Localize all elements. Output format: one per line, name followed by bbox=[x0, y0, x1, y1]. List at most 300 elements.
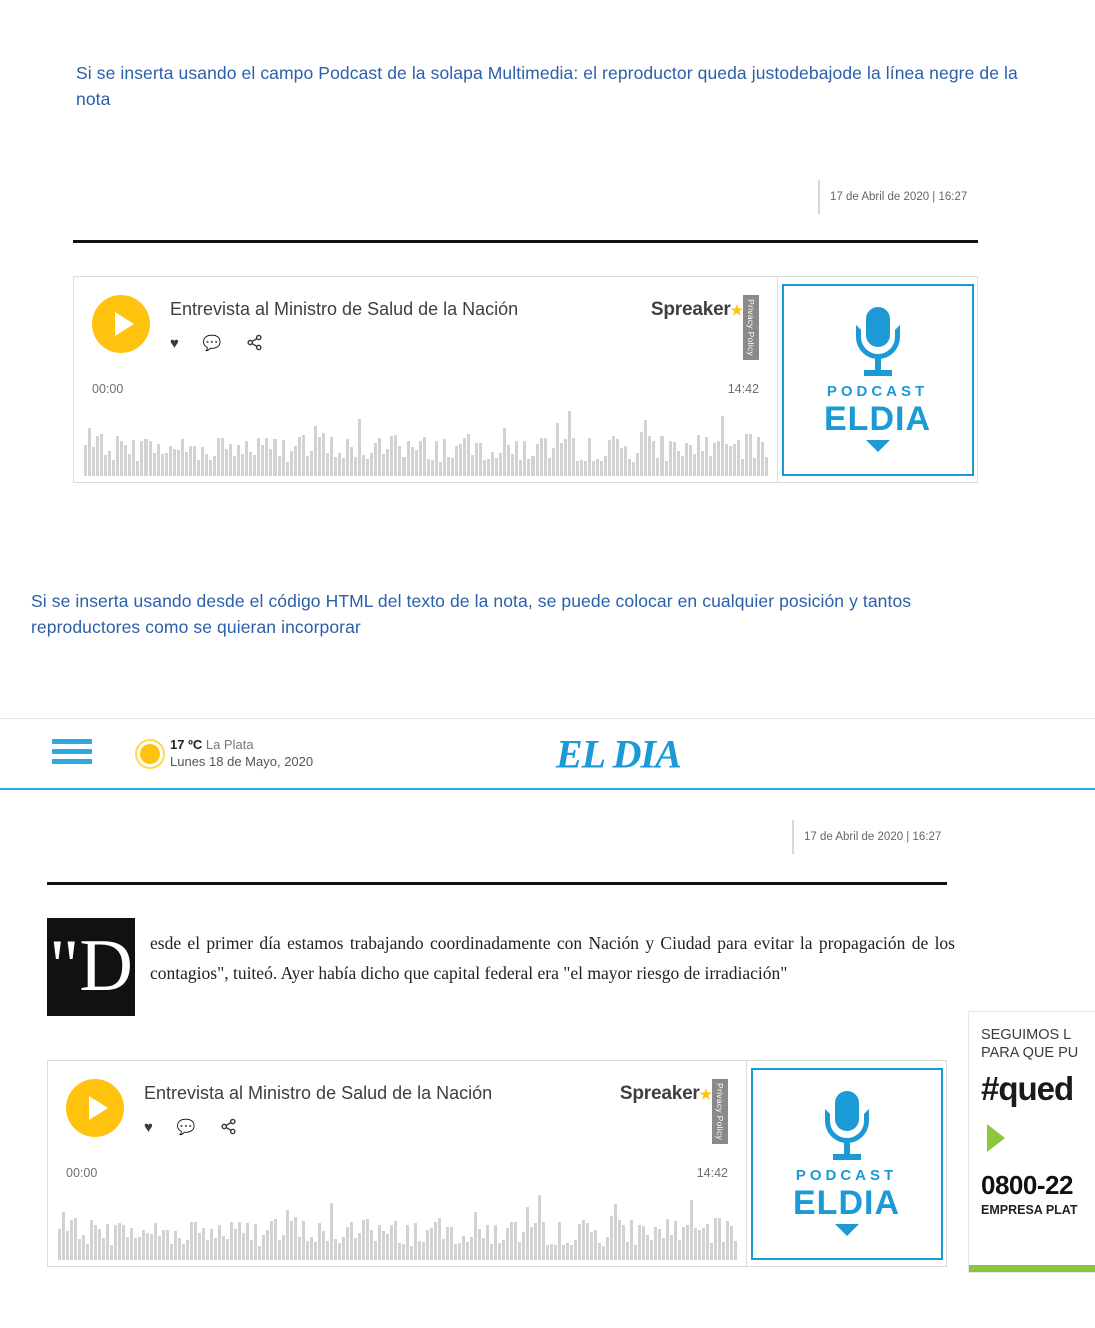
waveform-bar bbox=[112, 460, 115, 476]
player-controls-area bbox=[48, 1061, 746, 1266]
waveform-bar bbox=[238, 1222, 241, 1261]
player-controls-area bbox=[74, 277, 777, 482]
waveform-bar bbox=[634, 1245, 637, 1260]
waveform-bar bbox=[519, 460, 522, 476]
waveform-bar bbox=[110, 1245, 113, 1260]
hamburger-icon[interactable] bbox=[52, 739, 92, 769]
waveform-bar bbox=[487, 459, 490, 476]
play-icon bbox=[89, 1096, 108, 1120]
ad-line-1: SEGUIMOS L bbox=[981, 1027, 1072, 1043]
waveform-bar bbox=[245, 441, 248, 477]
waveform-bar bbox=[511, 454, 514, 476]
waveform-bar bbox=[142, 1230, 145, 1260]
article-separator-rule-bottom bbox=[47, 882, 947, 885]
waveform-bar bbox=[726, 1221, 729, 1260]
waveform-bar bbox=[178, 1238, 181, 1260]
waveform-bar bbox=[494, 1225, 497, 1260]
weather-text bbox=[170, 737, 313, 770]
waveform-bar bbox=[84, 445, 87, 476]
podcast-cover-art bbox=[777, 277, 977, 482]
waveform-bar bbox=[414, 1223, 417, 1260]
waveform-bar bbox=[686, 1225, 689, 1260]
waveform-bar bbox=[70, 1220, 73, 1260]
waveform-bar bbox=[624, 446, 627, 476]
waveform-bar bbox=[250, 1240, 253, 1260]
waveform-bar bbox=[310, 451, 313, 476]
waveform-bar bbox=[486, 1225, 489, 1260]
waveform-bar bbox=[534, 1223, 537, 1260]
waveform-bar bbox=[410, 1246, 413, 1260]
waveform-bar bbox=[588, 438, 591, 476]
waveform-bar bbox=[636, 453, 639, 476]
waveform-bar bbox=[318, 437, 321, 476]
waveform-bar bbox=[130, 1228, 133, 1260]
waveform-bar bbox=[322, 433, 325, 476]
cover-word-eldia: ELDIA bbox=[793, 1184, 900, 1222]
waveform-bar bbox=[616, 439, 619, 476]
waveform-bar bbox=[366, 459, 369, 476]
player-action-icons bbox=[170, 334, 651, 354]
waveform-bar bbox=[562, 1245, 565, 1260]
waveform-bar bbox=[526, 1207, 529, 1260]
waveform-bar bbox=[330, 1203, 333, 1261]
spreaker-brand[interactable] bbox=[651, 295, 743, 321]
waveform-bar bbox=[386, 449, 389, 476]
waveform-bar bbox=[518, 1242, 521, 1260]
ad-phone: 0800-22 bbox=[981, 1170, 1073, 1201]
waveform-bar bbox=[144, 439, 147, 476]
waveform-bar bbox=[737, 440, 740, 476]
article-timestamp-top bbox=[818, 180, 967, 214]
waveform-bar bbox=[66, 1231, 69, 1260]
play-button[interactable] bbox=[92, 295, 150, 353]
waveform-bar bbox=[210, 1229, 213, 1260]
duration: 14:42 bbox=[727, 382, 759, 396]
waveform-bar bbox=[604, 456, 607, 476]
waveform-bar bbox=[225, 449, 228, 477]
waveform-bar bbox=[614, 1204, 617, 1260]
waveform-bar bbox=[402, 1244, 405, 1260]
waveform-bar bbox=[386, 1234, 389, 1260]
waveform-bar bbox=[354, 1238, 357, 1260]
waveform-bar bbox=[538, 1195, 541, 1260]
share-icon[interactable] bbox=[220, 1118, 237, 1138]
ad-copy bbox=[969, 1012, 1095, 1152]
waveform-bar bbox=[326, 1241, 329, 1260]
privacy-policy-tab[interactable]: Privacy Policy bbox=[743, 295, 759, 360]
waveform-bar bbox=[302, 1221, 305, 1260]
privacy-policy-tab[interactable]: Privacy Policy bbox=[712, 1079, 728, 1144]
comment-icon[interactable]: 💬 bbox=[202, 335, 222, 353]
waveform-bar bbox=[701, 451, 704, 476]
waveform-bar bbox=[346, 439, 349, 476]
waveform-bar bbox=[378, 1225, 381, 1261]
waveform-bar bbox=[253, 455, 256, 476]
waveform-bar bbox=[482, 1238, 485, 1260]
waveform-bar bbox=[578, 1224, 581, 1260]
waveform-bar bbox=[606, 1237, 609, 1260]
waveform-bar bbox=[422, 1242, 425, 1261]
waveform-bar bbox=[102, 1238, 105, 1260]
waveform-bar bbox=[495, 458, 498, 476]
cover-frame bbox=[782, 284, 974, 476]
waveform-bar bbox=[362, 1220, 365, 1260]
waveform-bar bbox=[644, 420, 647, 476]
waveform-bar bbox=[435, 441, 438, 476]
waveform-bar bbox=[677, 451, 680, 476]
waveform-bar bbox=[590, 1232, 593, 1260]
waveform-bar bbox=[646, 1235, 649, 1260]
waveform-bar bbox=[330, 437, 333, 476]
waveform-bar bbox=[186, 1240, 189, 1260]
waveform-bar bbox=[157, 444, 160, 476]
waveform-bar bbox=[431, 460, 434, 476]
waveform-bar bbox=[656, 458, 659, 476]
timestamp-text: 17 de Abril de 2020 | 16:27 bbox=[804, 831, 942, 843]
waveform-bar bbox=[246, 1223, 249, 1260]
waveform-bar bbox=[88, 428, 91, 476]
play-button[interactable] bbox=[66, 1079, 124, 1137]
waveform-bar bbox=[390, 1225, 393, 1260]
spreaker-player-bottom[interactable] bbox=[47, 1060, 947, 1267]
waveform-bar bbox=[150, 1234, 153, 1260]
duration: 14:42 bbox=[696, 1166, 728, 1180]
waveform-bar bbox=[491, 452, 494, 477]
waveform-bar bbox=[570, 1245, 573, 1260]
waveform-bar bbox=[306, 1241, 309, 1260]
player-meta bbox=[170, 295, 651, 354]
waveform-bar bbox=[632, 462, 635, 476]
waveform-bar bbox=[628, 459, 631, 476]
waveform-bar bbox=[122, 1225, 125, 1260]
waveform-bar bbox=[592, 461, 595, 476]
waveform-bar bbox=[666, 1219, 669, 1260]
player-time-row bbox=[92, 382, 759, 396]
spreaker-star-icon: ★ bbox=[699, 1086, 712, 1102]
waveform-bar bbox=[658, 1229, 661, 1260]
ad-subtitle: EMPRESA PLAT bbox=[981, 1203, 1078, 1218]
waveform-bar bbox=[221, 438, 224, 476]
waveform-bar bbox=[338, 453, 341, 477]
waveform-bar bbox=[342, 458, 345, 476]
waveform-bar bbox=[714, 1218, 717, 1260]
waveform-bar bbox=[218, 1225, 221, 1261]
waveform-bar bbox=[362, 455, 365, 476]
like-icon[interactable]: ♥ bbox=[170, 335, 179, 353]
waveform-bar bbox=[342, 1237, 345, 1260]
waveform-bar bbox=[542, 1222, 545, 1260]
waveform-bar bbox=[446, 1227, 449, 1260]
waveform-bar bbox=[566, 1243, 569, 1260]
waveform-bar bbox=[479, 443, 482, 476]
waveform-bar bbox=[443, 439, 446, 476]
waveform-bar bbox=[298, 1237, 301, 1261]
waveform-bar bbox=[120, 441, 123, 476]
waveform-bar bbox=[58, 1229, 61, 1260]
waveform-bar bbox=[382, 454, 385, 476]
waveform-bar bbox=[471, 455, 474, 476]
waveform-bar bbox=[78, 1239, 81, 1260]
waveform-bar bbox=[434, 1222, 437, 1260]
waveform-bar bbox=[258, 1246, 261, 1260]
waveform-bar bbox=[734, 1241, 737, 1260]
waveform-bar bbox=[515, 441, 518, 476]
waveform-scrubber[interactable] bbox=[58, 1190, 736, 1260]
waveform-bar bbox=[94, 1225, 97, 1260]
waveform-bar bbox=[458, 1243, 461, 1260]
waveform-bar bbox=[278, 1240, 281, 1260]
waveform-bar bbox=[138, 1237, 141, 1260]
waveform-bar bbox=[282, 440, 285, 476]
waveform-bar bbox=[302, 435, 305, 476]
waveform-bar bbox=[612, 436, 615, 476]
waveform-bar bbox=[326, 453, 329, 477]
waveform-bar bbox=[394, 435, 397, 477]
waveform-bar bbox=[314, 426, 317, 476]
waveform-bar bbox=[662, 1238, 665, 1260]
ad-bottom-bar bbox=[969, 1265, 1095, 1272]
waveform-bar bbox=[177, 450, 180, 476]
cover-triangle-icon bbox=[835, 1224, 859, 1236]
waveform-bar bbox=[506, 1228, 509, 1260]
article-dropcap: "D bbox=[47, 918, 135, 1016]
waveform-bar bbox=[154, 1223, 157, 1261]
waveform-bar bbox=[269, 449, 272, 476]
waveform-bar bbox=[104, 455, 107, 476]
article-separator-rule-top bbox=[73, 240, 978, 243]
waveform-bar bbox=[278, 456, 281, 476]
cover-word-eldia: ELDIA bbox=[824, 400, 931, 438]
spreaker-player-top[interactable] bbox=[73, 276, 978, 483]
waveform-bar bbox=[478, 1229, 481, 1260]
waveform-bar bbox=[698, 1230, 701, 1260]
waveform-bar bbox=[418, 1241, 421, 1260]
waveform-bar bbox=[594, 1230, 597, 1260]
waveform-bar bbox=[749, 434, 752, 476]
waveform-bar bbox=[358, 1233, 361, 1260]
waveform-bar bbox=[558, 1222, 561, 1260]
waveform-bar bbox=[761, 442, 764, 476]
waveform-bar bbox=[706, 1224, 709, 1260]
article-timestamp-bottom bbox=[792, 820, 941, 854]
waveform-bar bbox=[286, 1210, 289, 1260]
instruction-note-html: Si se inserta usando desde el código HTML del texto de la nota, se puede colocar en cualquier posición y tantos reproductores como se quieran incorporar bbox=[31, 591, 912, 638]
waveform-bar bbox=[398, 446, 401, 476]
cover-triangle-icon bbox=[866, 440, 890, 452]
waveform-bar bbox=[552, 448, 555, 476]
waveform-bar bbox=[466, 1242, 469, 1260]
waveform-bar bbox=[241, 454, 244, 476]
waveform-bar bbox=[92, 447, 95, 476]
waveform-bar bbox=[366, 1219, 369, 1261]
waveform-bar bbox=[222, 1236, 225, 1260]
comment-icon[interactable]: 💬 bbox=[176, 1119, 196, 1137]
waveform-bar bbox=[229, 444, 232, 476]
waveform-bar bbox=[374, 1241, 377, 1260]
waveform-bar bbox=[741, 459, 744, 476]
waveform-bar bbox=[62, 1212, 65, 1260]
waveform-scrubber[interactable] bbox=[84, 406, 767, 476]
waveform-bar bbox=[531, 456, 534, 476]
waveform-bar bbox=[402, 457, 405, 476]
waveform-bar bbox=[406, 1225, 409, 1260]
waveform-bar bbox=[100, 434, 103, 476]
waveform-bar bbox=[682, 1227, 685, 1260]
waveform-bar bbox=[490, 1244, 493, 1260]
waveform-bar bbox=[394, 1221, 397, 1260]
waveform-bar bbox=[499, 453, 502, 476]
waveform-bar bbox=[439, 462, 442, 476]
waveform-bar bbox=[586, 1223, 589, 1260]
share-icon[interactable] bbox=[246, 334, 263, 354]
spreaker-brand-label: Spreaker bbox=[619, 1083, 700, 1104]
waveform-bar bbox=[690, 1200, 693, 1260]
waveform-bar bbox=[685, 443, 688, 476]
waveform-bar bbox=[266, 1230, 269, 1260]
waveform-bar bbox=[678, 1240, 681, 1260]
waveform-bar bbox=[170, 1244, 173, 1260]
waveform-bar bbox=[116, 436, 119, 476]
cover-word-podcast: PODCAST bbox=[826, 383, 929, 400]
waveform-bar bbox=[498, 1243, 501, 1260]
eldia-logo[interactable]: EL DIA bbox=[556, 731, 681, 776]
waveform-bar bbox=[710, 1243, 713, 1260]
waveform-bar bbox=[450, 1227, 453, 1260]
player-meta bbox=[144, 1079, 620, 1138]
spreaker-brand[interactable] bbox=[620, 1079, 712, 1105]
episode-title: Entrevista al Ministro de Salud de la Nación bbox=[170, 299, 519, 319]
waveform-bar bbox=[294, 1217, 297, 1260]
waveform-bar bbox=[582, 1220, 585, 1260]
waveform-bar bbox=[286, 462, 289, 476]
waveform-bar bbox=[510, 1222, 513, 1260]
waveform-bar bbox=[185, 452, 188, 476]
waveform-bar bbox=[128, 454, 131, 476]
waveform-bar bbox=[350, 447, 353, 477]
ad-hashtag: #qued bbox=[981, 1070, 1074, 1108]
waveform-bar bbox=[181, 439, 184, 477]
waveform-bar bbox=[354, 457, 357, 476]
spreaker-brand-label: Spreaker bbox=[650, 299, 731, 320]
waveform-bar bbox=[423, 437, 426, 476]
spreaker-star-icon: ★ bbox=[730, 302, 743, 318]
waveform-bar bbox=[705, 437, 708, 476]
waveform-bar bbox=[322, 1231, 325, 1261]
player-header-row bbox=[66, 1079, 728, 1144]
waveform-bar bbox=[153, 453, 156, 477]
waveform-bar bbox=[294, 446, 297, 476]
waveform-bar bbox=[502, 1240, 505, 1260]
waveform-bar bbox=[554, 1245, 557, 1260]
current-time: 00:00 bbox=[66, 1166, 98, 1180]
waveform-bar bbox=[544, 438, 547, 476]
article-body-text: esde el primer día estamos trabajando coordinadamente con Nación y Ciudad para evitar la propagación de los contagios", tuiteó. Ayer había dicho que capital federal era "el mayor riesgo de irradiación" bbox=[150, 933, 955, 984]
waveform-bar bbox=[427, 459, 430, 476]
sidebar-ad[interactable] bbox=[968, 1011, 1095, 1273]
waveform-bar bbox=[126, 1237, 129, 1261]
waveform-bar bbox=[197, 460, 200, 476]
waveform-bar bbox=[132, 440, 135, 477]
waveform-bar bbox=[600, 461, 603, 476]
waveform-bar bbox=[237, 445, 240, 476]
waveform-bar bbox=[262, 1235, 265, 1260]
waveform-bar bbox=[576, 461, 579, 476]
waveform-bar bbox=[398, 1243, 401, 1260]
waveform-bar bbox=[314, 1242, 317, 1260]
waveform-bar bbox=[346, 1227, 349, 1260]
waveform-bar bbox=[350, 1222, 353, 1260]
waveform-bar bbox=[725, 444, 728, 476]
waveform-bar bbox=[124, 445, 127, 476]
waveform-bar bbox=[234, 1229, 237, 1260]
waveform-bar bbox=[673, 442, 676, 476]
waveform-bar bbox=[546, 1245, 549, 1260]
waveform-bar bbox=[447, 457, 450, 476]
waveform-bar bbox=[652, 441, 655, 476]
waveform-bar bbox=[407, 441, 410, 477]
waveform-bar bbox=[161, 454, 164, 476]
waveform-bar bbox=[298, 437, 301, 476]
waveform-bar bbox=[745, 434, 748, 476]
waveform-bar bbox=[206, 1240, 209, 1261]
waveform-bar bbox=[426, 1230, 429, 1260]
waveform-bar bbox=[713, 443, 716, 476]
waveform-bar bbox=[193, 446, 196, 476]
waveform-bar bbox=[134, 1238, 137, 1260]
player-header-row bbox=[92, 295, 759, 360]
like-icon[interactable]: ♥ bbox=[144, 1119, 153, 1137]
waveform-bar bbox=[602, 1246, 605, 1260]
timestamp-divider bbox=[792, 820, 794, 854]
waveform-bar bbox=[564, 439, 567, 476]
waveform-bar bbox=[507, 445, 510, 476]
waveform-bar bbox=[334, 1239, 337, 1260]
waveform-bar bbox=[654, 1227, 657, 1260]
waveform-bar bbox=[622, 1225, 625, 1260]
waveform-bar bbox=[374, 443, 377, 476]
waveform-bar bbox=[146, 1233, 149, 1260]
waveform-bar bbox=[86, 1244, 89, 1260]
waveform-bar bbox=[419, 441, 422, 476]
waveform-bar bbox=[463, 438, 466, 476]
waveform-bar bbox=[608, 440, 611, 476]
player-action-icons bbox=[144, 1118, 620, 1138]
waveform-bar bbox=[174, 1231, 177, 1260]
waveform-bar bbox=[475, 443, 478, 476]
waveform-bar bbox=[194, 1222, 197, 1260]
microphone-icon bbox=[821, 1091, 873, 1165]
waveform-bar bbox=[74, 1218, 77, 1260]
waveform-bar bbox=[214, 1238, 217, 1260]
waveform-bar bbox=[757, 437, 760, 476]
waveform-bar bbox=[560, 443, 563, 476]
waveform-bar bbox=[674, 1221, 677, 1260]
waveform-bar bbox=[630, 1220, 633, 1260]
waveform-bar bbox=[190, 1222, 193, 1260]
waveform-bar bbox=[527, 459, 530, 476]
waveform-bar bbox=[514, 1222, 517, 1260]
waveform-bar bbox=[681, 456, 684, 476]
waveform-bar bbox=[90, 1220, 93, 1260]
waveform-bar bbox=[310, 1237, 313, 1261]
waveform-bar bbox=[290, 451, 293, 476]
play-icon bbox=[115, 312, 134, 336]
waveform-bar bbox=[390, 436, 393, 476]
waveform-bar bbox=[415, 450, 418, 476]
waveform-bar bbox=[548, 458, 551, 476]
waveform-bar bbox=[721, 416, 724, 476]
waveform-bar bbox=[580, 460, 583, 476]
